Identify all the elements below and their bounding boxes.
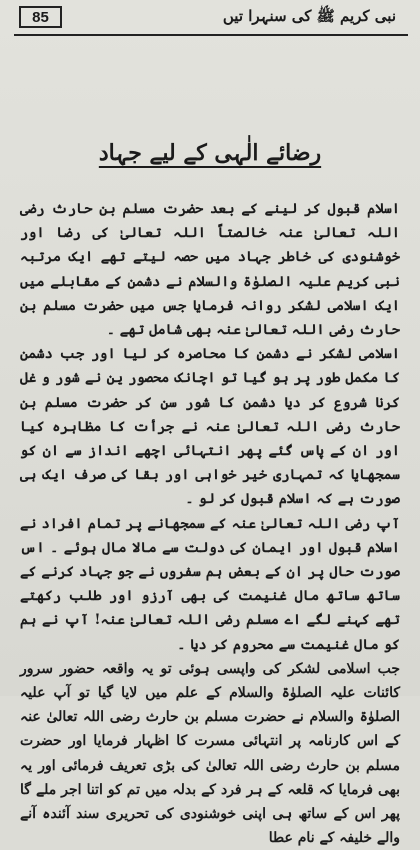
- header-rule: [14, 34, 408, 36]
- page-header: [0, 0, 420, 40]
- paragraph: جب اسلامی لشکر کی واپسی ہوئی تو یہ واقعہ حضور سرور کائنات علیہ الصلوٰۃ والسلام کے علم میں لایا گیا تو آپ علیہ الصلوٰۃ والسلام نے حضرت مسلم بن حارث رضی اللہ تعالیٰ عنہ کے اس کارنامہ پر انتہائی مسرت کا اظہار فرمایا اور حضرت مسلم بن حارث رضی اللہ تعالیٰ کی بڑی تعریف فرمائی اور یہ بھی فرمایا کہ قلعہ کے ہر فرد کے بدلہ میں تم کو اتنا اجر ملے گا پھر اس کے ساتھ ہی اپنی خوشنودی کی تحریری سند آئندہ آنے والے خلیفہ کے نام عطا: [20, 660, 400, 847]
- paragraph: آپ رضی اللہ تعالیٰ عنہ کے سمجھانے پر تمام افراد نے اسلام قبول اور ایمان کی دولت سے مالا مال ہوئے ۔ اس صورت حال پر ان کے بعض ہم سفروں نے جو جہاد کرنے کے ساتھ ساتھ مال غنیمت کی بھی آرزو اور طلب رکھتے تھے کہنے لگے اے مسلم رضی اللہ تعالیٰ عنہ! آپ نے ہم کو مال غنیمت سے محروم کر دیا ۔: [20, 515, 400, 653]
- page-number: 85: [19, 6, 62, 28]
- paragraph: اسلام قبول کر لینے کے بعد حضرت مسلم بن حارث رضی اللہ تعالیٰ عنہ خالصتاً اللہ تعالیٰ کی رضا اور خوشنودی کی خاطر جہاد میں حصہ لیتے تھے ایک مرتبہ نبی کریم علیہ الصلوٰۃ والسلام نے دشمن کے مقابلے میں ایک اسلامی لشکر روانہ فرمایا جس میں حضرت مسلم بن حارث رضی اللہ تعالیٰ عنہ بھی شامل تھے ۔: [20, 201, 400, 339]
- paragraph: اسلامی لشکر نے دشمن کا محاصرہ کر لیا اور جب دشمن کا مکمل طور پر ہو گیا تو اچانک محصور ین نے شور و غل کرنا شروع کر دیا دشمن کا شور سن کر حضرت مسلم بن حارث رضی اللہ تعالیٰ عنہ نے جرأت کا مظاہرہ کیا اور ان کے پاس گئے پھر انتہائی اچھے انداز سے ان کو سمجھایا کہ تمہاری خیر خواہی اور بقا کی صرف ایک ہی صورت ہے کہ اسلام قبول کر لو ۔: [20, 346, 400, 508]
- body-text: [20, 197, 400, 850]
- running-head: نبی کریم ﷺ کی سنہرا تیں: [222, 7, 396, 25]
- chapter-title: رضائے الٰہی کے لیے جہاد: [98, 140, 322, 166]
